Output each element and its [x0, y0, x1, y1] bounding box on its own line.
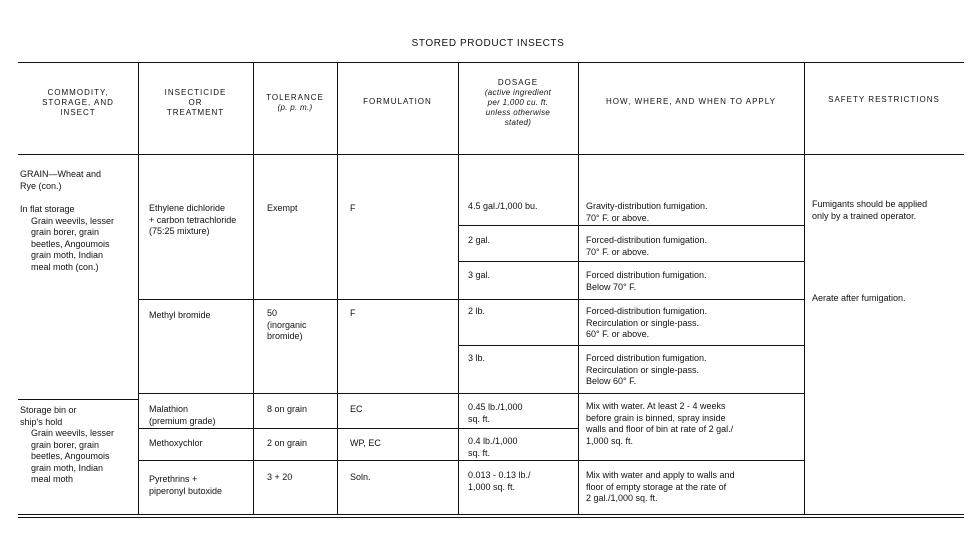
col-rule: [138, 62, 139, 514]
dosage-ethylene-1: 4.5 gal./1,000 bu.: [468, 201, 538, 211]
commodity-grain: GRAIN—Wheat and Rye (con.): [20, 169, 102, 191]
dosage-rule: [458, 345, 804, 346]
dosage-methoxychlor: 0.4 lb./1,000 sq. ft.: [468, 436, 518, 458]
how-methyl-1: Forced-distribution fumigation. Recirculation or single-pass. 60° F. or above.: [586, 306, 708, 339]
formulation-malathion: EC: [350, 404, 363, 414]
tolerance-malathion: 8 on grain: [267, 404, 308, 414]
tolerance-ethylene: Exempt: [267, 203, 298, 213]
safety-fumigants: Fumigants should be applied only by a trained operator.: [812, 199, 928, 221]
col-rule: [458, 62, 459, 514]
insecticide-methoxychlor: Methoxychlor: [149, 438, 203, 448]
dosage-methyl-2: 3 lb.: [468, 353, 486, 363]
insecticide-pyrethrins: Pyrethrins + piperonyl butoxide: [149, 474, 223, 496]
row-rule: [138, 299, 804, 300]
dosage-methyl-1: 2 lb.: [468, 306, 486, 316]
formulation-methoxychlor: WP, EC: [350, 438, 381, 448]
how-methyl-2: Forced distribution fumigation. Recirculation or single-pass. Below 60° F.: [586, 353, 707, 386]
table-top-rule: [18, 62, 964, 63]
header-safety: SAFETY RESTRICTIONS: [828, 95, 940, 104]
dosage-rule: [458, 225, 804, 226]
formulation-pyrethrins: Soln.: [350, 472, 371, 482]
page-title: STORED PRODUCT INSECTS: [411, 38, 565, 49]
row-rule: [138, 428, 458, 429]
how-malathion-methoxychlor: Mix with water. At least 2 - 4 weeks before grain is binned, spray inside walls and floor of bin at rate of 2 gal./ 1,000 sq. ft.: [586, 401, 734, 446]
row-rule: [458, 428, 578, 429]
dosage-pyrethrins: 0.013 - 0.13 lb./ 1,000 sq. ft.: [468, 470, 531, 492]
col-rule: [337, 62, 338, 514]
section-divider-rule: [18, 399, 138, 400]
col-rule: [253, 62, 254, 514]
formulation-methyl-bromide: F: [350, 308, 356, 318]
tolerance-pyrethrins: 3 + 20: [267, 472, 293, 482]
insecticide-methyl-bromide: Methyl bromide: [149, 310, 211, 320]
how-ethylene-3: Forced distribution fumigation. Below 70° F.: [586, 270, 707, 292]
dosage-rule: [458, 261, 804, 262]
header-insecticide: INSECTICIDE OR TREATMENT: [164, 88, 227, 117]
header-commodity: COMMODITY, STORAGE, AND INSECT: [42, 88, 114, 117]
table-bottom-rule: [18, 514, 964, 515]
commodity-flat-storage: In flat storage Grain weevils, lesser grain borer, grain beetles, Angoumois grain moth, Indian meal moth (con.): [20, 204, 115, 272]
header-dosage: DOSAGE (active ingredient per 1,000 cu. ft. unless otherwise stated): [484, 78, 552, 127]
formulation-ethylene: F: [350, 203, 356, 213]
table-bottom-rule-2: [18, 517, 964, 518]
how-ethylene-2: Forced-distribution fumigation. 70° F. or above.: [586, 235, 708, 257]
row-rule: [138, 393, 804, 394]
header-how: HOW, WHERE, AND WHEN TO APPLY: [606, 97, 776, 106]
header-tolerance: TOLERANCE (p. p. m.): [266, 93, 324, 112]
how-ethylene-1: Gravity-distribution fumigation. 70° F. or above.: [586, 201, 708, 223]
commodity-storage-bin: Storage bin or ship's hold Grain weevils, lesser grain borer, grain beetles, Angoumois grain moth, Indian meal moth: [20, 405, 115, 484]
how-pyrethrins: Mix with water and apply to walls and floor of empty storage at the rate of 2 gal./1,000 sq. ft.: [586, 470, 735, 503]
row-rule: [138, 460, 804, 461]
dosage-ethylene-2: 2 gal.: [468, 235, 491, 245]
col-rule: [578, 62, 579, 514]
insecticide-ethylene: Ethylene dichloride + carbon tetrachloride (75:25 mixture): [149, 203, 237, 236]
col-rule: [804, 62, 805, 514]
header-formulation: FORMULATION: [363, 97, 432, 106]
tolerance-methoxychlor: 2 on grain: [267, 438, 308, 448]
insecticide-malathion: Malathion (premium grade): [149, 404, 216, 426]
dosage-ethylene-3: 3 gal.: [468, 270, 491, 280]
tolerance-methyl-bromide: 50 (inorganic bromide): [267, 308, 307, 341]
safety-aerate: Aerate after fumigation.: [812, 293, 906, 303]
header-bottom-rule: [18, 154, 964, 155]
dosage-malathion: 0.45 lb./1,000 sq. ft.: [468, 402, 523, 424]
